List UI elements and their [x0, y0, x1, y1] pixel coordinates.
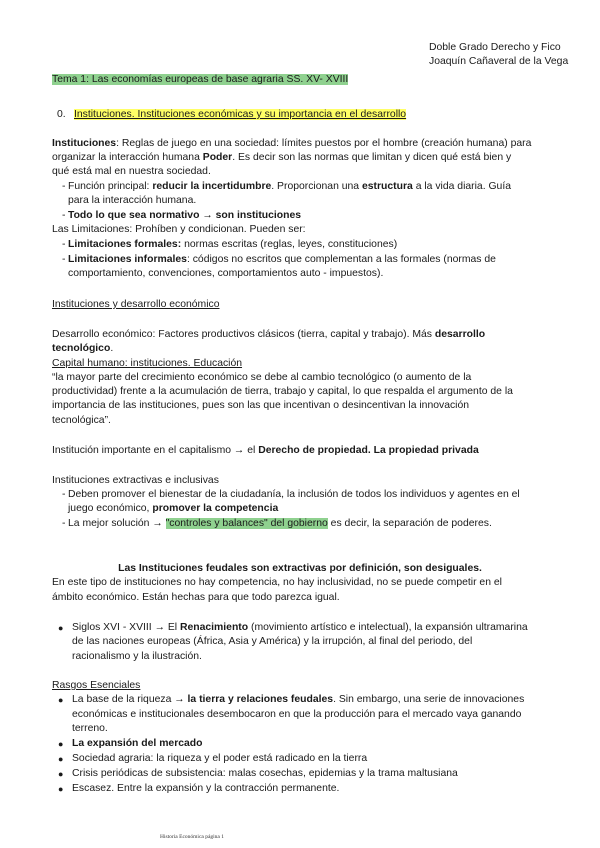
desarrollo-line2 [52, 342, 113, 356]
dash-marker: - [62, 181, 66, 192]
text: Todo lo que sea normativo → son instituciones [68, 210, 302, 221]
dash-marker: - [62, 239, 66, 250]
text: Siglos XVI - XVIII → El [72, 622, 180, 633]
text: es decir, la separación de poderes. [327, 518, 492, 529]
text: promover la competencia [152, 503, 279, 514]
dash-marker: - [62, 210, 66, 221]
text: . Es decir son las normas que limitan y dicen qué está bien y [232, 152, 512, 163]
feudales-line2: ámbito económico. Están hechas para que todo parezca igual. [52, 592, 340, 603]
bullet-icon: ● [58, 739, 64, 749]
page-title [52, 73, 348, 87]
title-text: Tema 1: Las economías europeas de base agraria SS. XV- XVIII [52, 74, 349, 85]
rasgos-r4: Crisis periódicas de subsistencia: malas cosechas, epidemias y la trama maltusiana [72, 768, 458, 779]
rasgos-heading [52, 679, 140, 693]
poder-term: Poder [202, 152, 233, 163]
text: . [110, 343, 114, 354]
page-footer: Historia Económica página 1 [160, 834, 224, 840]
siglos-line [72, 621, 528, 635]
section-heading-text: Instituciones. Instituciones económicas y su importancia en el desarrollo [74, 109, 407, 120]
text: La base de la riqueza [72, 694, 175, 705]
text: Las Instituciones feudales son extractivas por definición, son desiguales. [118, 563, 482, 574]
quote-line4: tecnológica”. [52, 415, 111, 426]
text: La expansión del mercado [72, 738, 203, 749]
quote-line2: productividad) frente a la acumulación de tierra, trabajo y capital, lo que respalda el argumento de la [52, 386, 513, 397]
extractivas-b1-line2 [68, 502, 278, 516]
rasgos-r1 [72, 693, 524, 707]
desarrollo-heading [52, 298, 220, 312]
text: reducir la incertidumbre [152, 181, 272, 192]
header-degree: Doble Grado Derecho y Fico [429, 42, 561, 53]
rasgos-r5: Escasez. Entre la expansión y la contracción permanente. [72, 783, 340, 794]
bullet-icon: ● [58, 754, 64, 764]
text: Desarrollo económico: Factores productivos clásicos (tierra, capital y trabajo). Más [52, 329, 435, 340]
text: Institución importante en el capitalismo → el [52, 445, 259, 456]
text: . Proporcionan una [271, 181, 362, 192]
feudales-line1: En este tipo de instituciones no hay competencia, no hay inclusividad, no se puede competir en el [52, 577, 502, 588]
section-heading [74, 108, 406, 122]
text: a la vida diaria. Guía [412, 181, 512, 192]
text: normas escritas (reglas, leyes, constituciones) [181, 239, 398, 250]
instituciones-term: Instituciones [52, 138, 117, 149]
normativo-line [68, 209, 301, 223]
text: tecnológico [52, 343, 111, 354]
text: juego económico, [68, 503, 153, 514]
text: Instituciones y desarrollo económico [52, 299, 220, 310]
quote-line3: importancia de las instituciones, pues son las que incentivan o desincentivan la innovación [52, 400, 470, 411]
extractivas-b2 [68, 517, 492, 531]
text: Limitaciones formales: [68, 239, 182, 250]
text: (movimiento artístico e intelectual), la expansión ultramarina [248, 622, 528, 633]
bullet-icon: ● [58, 784, 64, 794]
header-author: Joaquín Cañaveral de la Vega [429, 56, 569, 67]
text: → la tierra y relaciones feudales [174, 694, 334, 705]
text: organizar la interacción humana [52, 152, 203, 163]
funcion-line2: para la interacción humana. [68, 195, 197, 206]
informales-line2: comportamiento, convenciones, comportamientos auto - impuestos). [68, 268, 384, 279]
text: desarrollo [434, 329, 486, 340]
funcion-line [68, 180, 511, 194]
text: Capital humano: instituciones. Educación [52, 358, 243, 369]
text: Función principal: [68, 181, 153, 192]
desarrollo-line1 [52, 328, 485, 342]
text: estructura [361, 181, 413, 192]
text: : códigos no escritos que complementan a las formales (normas de [186, 254, 496, 265]
bullet-icon: ● [58, 623, 64, 633]
capital-humano [52, 357, 242, 371]
formales-line [68, 238, 397, 252]
text: . Sin embargo, una serie de innovaciones [333, 694, 525, 705]
bullet-icon: ● [58, 695, 64, 705]
text: Limitaciones informales [68, 254, 187, 265]
rasgos-r1-line2: económicas e institucionales desembocaron en que la producción para el mercado vaya ganando [72, 709, 522, 720]
limitaciones-line: Las Limitaciones: Prohíben y condicionan. Pueden ser: [52, 224, 306, 235]
controles-highlight: "controles y balances" del gobierno [165, 518, 328, 529]
section-number: 0. [57, 109, 66, 120]
feudales-heading [0, 562, 600, 576]
text: La mejor solución → [68, 518, 166, 529]
informales-line [68, 253, 496, 267]
siglos-line2: de las naciones europeas (África, Asia y América) y la irrupción, al final del periodo, del [72, 636, 473, 647]
instituciones-line2 [52, 151, 511, 165]
extractivas-heading: Instituciones extractivas e inclusivas [52, 475, 219, 486]
text: Derecho de propiedad. La propiedad privada [258, 445, 479, 456]
dash-marker: - [62, 489, 66, 500]
quote-line1: “la mayor parte del crecimiento económico se debe al cambio tecnológico (o aumento de la [52, 372, 472, 383]
rasgos-r2 [72, 737, 203, 751]
instituciones-line3: qué está mal en nuestra sociedad. [52, 166, 211, 177]
text: Rasgos Esenciales [52, 680, 141, 691]
capitalismo-line [52, 444, 479, 458]
rasgos-r3: Sociedad agraria: la riqueza y el poder está radicado en la tierra [72, 753, 368, 764]
dash-marker: - [62, 254, 66, 265]
extractivas-b1: Deben promover el bienestar de la ciudadanía, la inclusión de todos los individuos y agentes en el [68, 489, 520, 500]
rasgos-r1-line3: terreno. [72, 723, 108, 734]
dash-marker: - [62, 518, 66, 529]
bullet-icon: ● [58, 769, 64, 779]
siglos-line3: racionalismo y la ilustración. [72, 651, 202, 662]
text: Renacimiento [179, 622, 249, 633]
instituciones-line1 [52, 137, 531, 151]
instituciones-line1-text: : Reglas de juego en una sociedad: límites puestos por el hombre (creación humana) para [116, 138, 532, 149]
